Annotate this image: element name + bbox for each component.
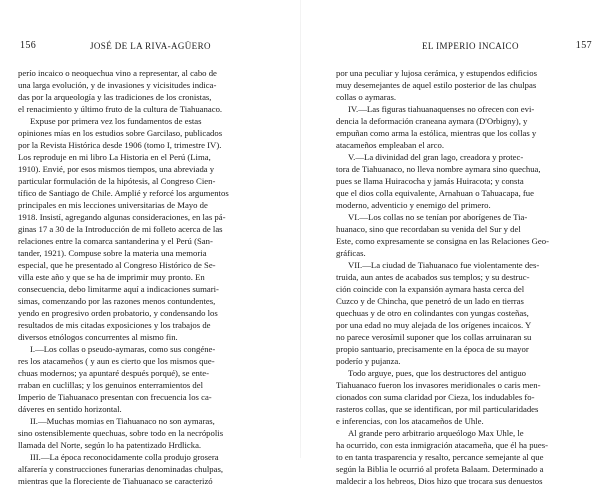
- text-line: pues se llama Huiracocha y jamás Huiracota; y consta: [336, 176, 524, 186]
- text-line: V.—La divinidad del gran lago, creadora y protec-: [348, 152, 524, 162]
- text-line: Imperio de Tiahuanaco presentan con frecuencia los ca-: [18, 392, 212, 402]
- text-line: principales en mis lecciones universitarias de Mayo de: [18, 200, 208, 210]
- text-line: muy desemejantes de aquel estilo posterior de las chulpas: [336, 80, 537, 90]
- text-line: e inferencias, con los atacameños de Uhle.: [336, 416, 484, 426]
- text-line: por una edad no muy alejada de los orígenes incaicos. Y: [336, 320, 532, 330]
- text-line: consecuencia, debo limitarme aquí a indicaciones sumari-: [18, 284, 219, 294]
- text-line: huanaco, sino que recordaban su venida del Sur y del: [336, 224, 521, 234]
- text-line: II.—Muchas momias en Tiahuanaco no son aymaras,: [30, 416, 215, 426]
- text-line: VII.—La ciudad de Tiahuanaco fue violentamente des-: [348, 260, 540, 270]
- text-line: por una peculiar y lujosa cerámica, y estupendos edificios: [336, 68, 537, 78]
- text-line: empuñan como arma la estólica, mientras que los collas y: [336, 128, 537, 138]
- text-line: collas o aymaras.: [336, 92, 397, 102]
- right-page-text: [336, 67, 594, 487]
- text-line: sino ostensiblemente quechuas, sobre todo en la necrópolis: [18, 428, 224, 438]
- text-line: Todo arguye, pues, que los destructores del antiguo: [348, 368, 527, 378]
- text-line: poderío y pujanza.: [336, 356, 401, 366]
- right-page-number: 157: [575, 40, 592, 51]
- text-line: villa este año y que se ha de imprimir muy pronto. En: [18, 272, 205, 282]
- text-line: resultados de mis citadas exposiciones y los trabajos de: [18, 320, 211, 330]
- text-line: perío incaico o neoquechua vino a representar, al cabo de: [18, 68, 217, 78]
- text-line: simas, comenzando por las razones menos contundentes,: [18, 296, 216, 306]
- text-line: das por la arqueología y las tradiciones de los cronistas,: [18, 92, 212, 102]
- text-line: quechuas y de otro en colindantes con yungas costeñas,: [336, 308, 529, 318]
- text-line: III.—La época reconocidamente colla produjo grosera: [30, 452, 219, 462]
- text-line: Los reproduje en mi libro La Historia en el Perú (Lima,: [18, 152, 211, 162]
- text-line: truida, aun antes de acabados sus templos; y su destruc-: [336, 272, 530, 282]
- text-line: rraban en cuclillas; y los genuinos enterramientos del: [18, 380, 204, 390]
- text-line: opiniones mías en los estudios sobre Garcilaso, publicados: [18, 128, 223, 138]
- text-line: particular formulación de la hipótesis, al Congreso Cien-: [18, 176, 216, 186]
- text-line: to en tanta trasparencia y resalto, percance semejante al que: [336, 452, 544, 462]
- text-line: I.—Los collas o pseudo-aymaras, como sus congéne-: [30, 344, 216, 354]
- text-line: según la Biblia le ocurrió al profeta Balaam. Determinado a: [336, 464, 544, 474]
- text-line: dencia la deformación craneana aymara (D'Orbigny), y: [336, 116, 528, 126]
- right-page-header: [336, 40, 594, 54]
- text-line: no parece verosímil suponer que los collas arruinaran su: [336, 332, 532, 342]
- left-page-header: [18, 40, 286, 54]
- text-line: rasteros collas, que se identifican, por mil particularidades: [336, 404, 539, 414]
- left-running-head: JOSÉ DE LA RIVA-AGÜERO: [90, 41, 211, 51]
- right-running-head: EL IMPERIO INCAICO: [422, 41, 519, 51]
- text-line: maldecir a los hebreos, Dios hizo que trocara sus denuestos: [336, 476, 543, 486]
- text-line: res los atacameños ( y aun es cierto que los mismos que-: [18, 356, 215, 366]
- text-line: Al grande pero arbitrario arqueólogo Max Uhle, le: [348, 428, 524, 438]
- text-line: dáveres en sentido horizontal.: [18, 404, 122, 414]
- book-gutter: [300, 0, 301, 458]
- text-line: mientras que la floreciente de Tiahuanaco se caracterizó: [18, 476, 213, 486]
- text-line: el renacimiento y último fruto de la cultura de Tiahuanaco.: [18, 104, 223, 114]
- text-line: relaciones entre la comarca santanderina y el Perú (San-: [18, 236, 213, 246]
- text-line: llamada del Norte, según lo ha patentizado Hrdlicka.: [18, 440, 202, 450]
- text-line: propio santuario, precisamente en la época de su mayor: [336, 344, 529, 354]
- left-page-text: [18, 67, 286, 487]
- text-line: tora de Tiahuanaco, no lleva nombre aymara sino quechua,: [336, 164, 541, 174]
- text-line: IV.—Las figuras tiahuanaquenses no ofrecen con evi-: [348, 104, 535, 114]
- text-line: ha ocurrido, con esta inmigración atacameña, que él ha pues-: [336, 440, 549, 450]
- text-line: ginas 17 a 30 de la Introducción de mi folleto acerca de las: [18, 224, 223, 234]
- text-line: atacameños empleaban el arco.: [336, 140, 445, 150]
- text-line: que el dios colla equivalente, Arnahuan o Tahuacapa, fue: [336, 188, 534, 198]
- right-page: [336, 0, 594, 486]
- text-line: 1910). Envié, por esos mismos tiempos, una abreviada y: [18, 164, 215, 174]
- text-line: chuas modernos; ya apuntaré después porqué), se ente-: [18, 368, 210, 378]
- text-line: tífico de Santiago de Chile. Amplié y reforcé los argumentos: [18, 188, 229, 198]
- text-line: por la Revista Histórica desde 1906 (tomo I, trimestre IV).: [18, 140, 222, 150]
- text-line: Cuzco y de Chincha, que penetró de un lado en tierras: [336, 296, 524, 306]
- text-line: VI.—Los collas no se tenían por aborígenes de Tia-: [348, 212, 528, 222]
- left-page: [18, 0, 286, 486]
- text-line: alfarería y construcciones funerarias denominadas chulpas,: [18, 464, 224, 474]
- text-line: especial, que he presentado al Congreso Histórico de Se-: [18, 260, 216, 270]
- text-line: ción coincide con la expansión aymara hasta cerca del: [336, 284, 525, 294]
- text-line: cionados con suma claridad por Cieza, los indudables fo-: [336, 392, 535, 402]
- text-line: 1918. Insistí, agregando algunas consideraciones, en las pá-: [18, 212, 226, 222]
- text-line: una larga evolución, y de invasiones y vicisitudes indica-: [18, 80, 217, 90]
- left-page-number: 156: [20, 40, 37, 51]
- text-line: Expuse por primera vez los fundamentos de estas: [30, 116, 202, 126]
- text-line: gráficas.: [336, 248, 366, 258]
- text-line: yendo en progresivo orden probatorio, y condensando los: [18, 308, 218, 318]
- text-line: tander, 1921). Compuse sobre la materia una memoria: [18, 248, 207, 258]
- text-line: Tiahuanaco fueron los invasores meridionales o caris men-: [336, 380, 541, 390]
- text-line: diversos etnólogos concurrentes al mismo fin.: [18, 332, 178, 342]
- text-line: Este, como expresamente se consigna en las Relaciones Geo-: [336, 236, 550, 246]
- text-line: moderno, adventicio y enemigo del primero.: [336, 200, 491, 210]
